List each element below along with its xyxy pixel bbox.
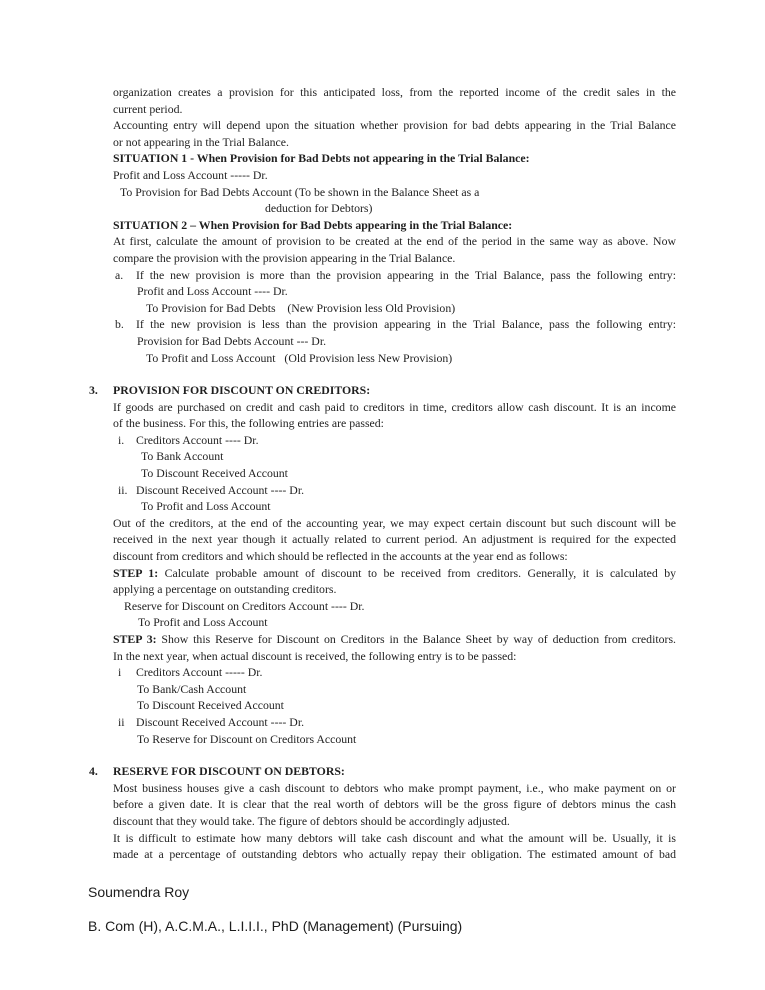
list-item-a (113, 267, 676, 284)
paragraph-line: before a given date. It is clear that the real worth of debtors will be the gross figure of debtors minus the cash (113, 797, 676, 812)
section-number: 3. (89, 383, 98, 398)
journal-entry-credit: To Bank/Cash Account (137, 681, 247, 696)
paragraph-line: Accounting entry will depend upon the situation whether provision for bad debts appearing in the Trial Balance (113, 118, 676, 133)
footer-author-credentials: B. Com (H), A.C.M.A., L.I.I.I., PhD (Management) (Pursuing) (88, 918, 463, 934)
list-marker: a. (115, 267, 124, 282)
list-marker: ii. (118, 482, 128, 497)
paragraph-line: discount from creditors and which should be reflected in the accounts at the year end as follows: (113, 549, 568, 564)
entry-item-i (113, 432, 676, 449)
journal-entry-credit: To Provision for Bad Debts (New Provision less Old Provision) (146, 300, 456, 315)
entry-item-i (113, 664, 676, 681)
list-item-text: If the new provision is more than the provision appearing in the Trial Balance, pass the following entry: (136, 267, 676, 282)
paragraph-line: current period. (113, 101, 183, 116)
journal-entry-debit: Provision for Bad Debts Account --- Dr. (137, 333, 327, 348)
step1-text: Calculate probable amount of discount to be received from creditors. Generally, it is calculated by (158, 565, 676, 580)
journal-entry-debit: Reserve for Discount on Creditors Account ---- Dr. (124, 598, 365, 613)
list-item-b (113, 316, 676, 333)
journal-entry-credit: To Bank Account (141, 449, 224, 464)
paragraph-line: Most business houses give a cash discount to debtors who make prompt payment, i.e., who make payment on or (113, 780, 676, 795)
paragraph-line: If goods are purchased on credit and cash paid to creditors in time, creditors allow cash discount. It is an income (113, 399, 676, 414)
journal-entry-debit: Profit and Loss Account ----- Dr. (113, 167, 268, 182)
list-marker: i (118, 665, 122, 680)
journal-entry-credit: To Discount Received Account (137, 698, 284, 713)
paragraph-line: In the next year, when actual discount is received, the following entry is to be passed: (113, 648, 517, 663)
step3-text: Show this Reserve for Discount on Creditors in the Balance Sheet by way of deduction from creditors. (156, 632, 676, 646)
journal-entry-debit: Profit and Loss Account ---- Dr. (137, 284, 288, 299)
section-title: PROVISION FOR DISCOUNT ON CREDITORS: (113, 383, 371, 398)
paragraph-line: received in the next year though it actually related to current period. An adjustment is required for the expected (113, 532, 676, 547)
document-body (89, 84, 676, 863)
step1-label: STEP 1: (113, 565, 159, 580)
paragraph-line: discount that they would take. The figure of debtors should be accordingly adjusted. (113, 813, 510, 828)
section-title: RESERVE FOR DISCOUNT ON DEBTORS: (113, 764, 345, 779)
paragraph-line: organization creates a provision for this anticipated loss, from the reported income of the credit sales in the (113, 85, 676, 99)
journal-entry-credit-continuation: deduction for Debtors) (265, 201, 373, 216)
situation1-heading: SITUATION 1 - When Provision for Bad Debts not appearing in the Trial Balance: (113, 151, 530, 166)
step3-line (113, 631, 676, 648)
entry-item-ii (113, 482, 676, 499)
journal-entry-debit: Discount Received Account ---- Dr. (136, 482, 305, 497)
journal-entry-debit: Discount Received Account ---- Dr. (136, 714, 305, 729)
list-item-text: If the new provision is less than the provision appearing in the Trial Balance, pass the following entry: (136, 317, 676, 332)
journal-entry-credit: To Discount Received Account (141, 466, 288, 481)
paragraph-line: At first, calculate the amount of provision to be created at the end of the period in the same way as above. Now (113, 234, 676, 249)
entry-item-ii (113, 714, 676, 731)
list-marker: b. (115, 317, 124, 332)
journal-entry-credit: To Profit and Loss Account (Old Provision less New Provision) (146, 350, 453, 365)
journal-entry-credit: To Reserve for Discount on Creditors Account (137, 731, 357, 746)
journal-entry-debit: Creditors Account ---- Dr. (136, 432, 259, 447)
step1-line (113, 565, 676, 582)
paragraph-line: made at a percentage of outstanding debtors who actually repay their obligation. The estimated amount of bad (113, 847, 676, 862)
journal-entry-debit: Creditors Account ----- Dr. (136, 665, 263, 680)
list-marker: i. (118, 432, 125, 447)
paragraph-line: or not appearing in the Trial Balance. (113, 134, 289, 149)
section4-heading (89, 763, 676, 780)
journal-entry-credit: To Profit and Loss Account (138, 615, 268, 630)
paragraph-line: Out of the creditors, at the end of the accounting year, we may expect certain discount but such discount will be (113, 515, 676, 530)
paragraph-line: It is difficult to estimate how many debtors will take cash discount and what the amount will be. Usually, it is (113, 830, 676, 845)
situation2-heading: SITUATION 2 – When Provision for Bad Debts appearing in the Trial Balance: (113, 217, 513, 232)
journal-entry-credit: To Profit and Loss Account (141, 499, 271, 514)
section-number: 4. (89, 764, 98, 779)
paragraph-line: of the business. For this, the following entries are passed: (113, 416, 384, 431)
section3-heading (89, 382, 676, 399)
list-marker: ii (118, 714, 125, 729)
paragraph-line: compare the provision with the provision appearing in the Trial Balance. (113, 250, 456, 265)
step3-label: STEP 3: (113, 632, 157, 646)
footer-author-name: Soumendra Roy (88, 884, 190, 900)
journal-entry-credit: To Provision for Bad Debts Account (To be shown in the Balance Sheet as a (120, 184, 480, 199)
paragraph-line: applying a percentage on outstanding creditors. (113, 582, 337, 597)
